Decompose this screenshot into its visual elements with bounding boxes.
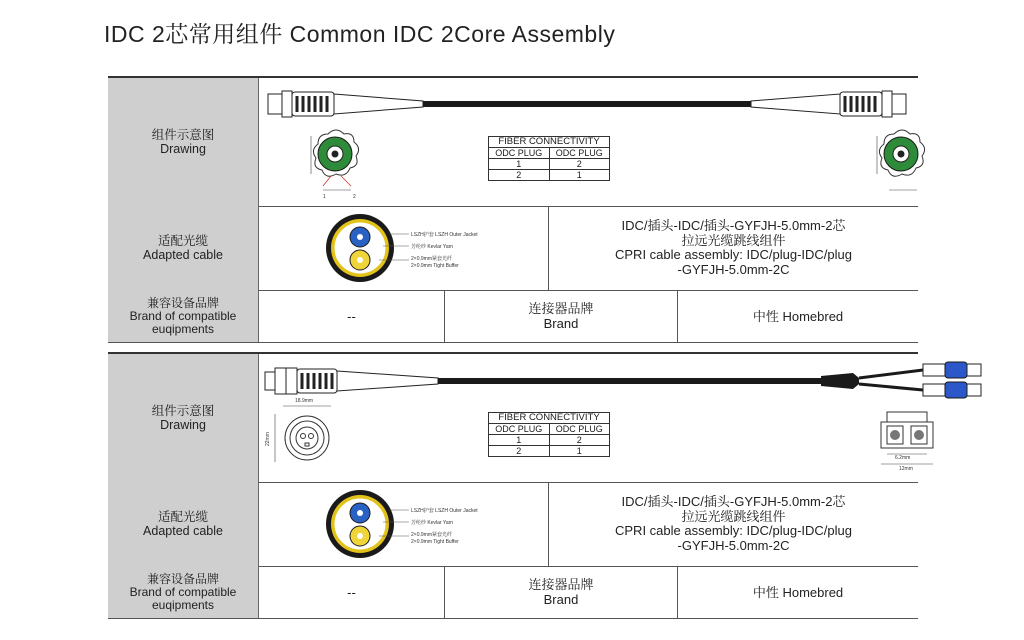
cable-label-cn: 适配光缆	[157, 234, 208, 248]
drawing-row	[108, 354, 918, 483]
fc-cell: 1	[489, 435, 550, 446]
cable-desc-line: -GYFJH-5.0mm-2C	[677, 261, 790, 277]
callout-buffer-en: 2×0.9mm Tight Buffer	[411, 263, 459, 269]
dim-width-label: 18.9mm	[295, 398, 314, 404]
callout-buffer-en: 2×0.9mm Tight Buffer	[411, 539, 459, 545]
idc-plug-icon	[265, 368, 438, 394]
brand-label	[108, 290, 259, 342]
fc-cell: 2	[489, 170, 550, 181]
dim-height-label: 22mm	[265, 432, 271, 446]
cable-row	[108, 206, 918, 291]
fc-cell: 2	[549, 435, 610, 446]
drawing-label	[108, 354, 259, 482]
cable-desc-line: CPRI cable assembly: IDC/plug-IDC/plug	[615, 247, 852, 262]
brand-label	[108, 566, 259, 618]
drawing-label-cn: 组件示意图	[151, 128, 215, 142]
cable-desc-line: 拉远光缆跳线组件	[681, 232, 786, 248]
cable-line	[423, 101, 751, 107]
cable-label	[108, 482, 259, 566]
fc-cell: 1	[489, 159, 550, 170]
end-face-left-icon	[311, 130, 359, 200]
fiber-connectivity-table	[488, 412, 610, 457]
fc-cell: 1	[549, 446, 610, 457]
drawing-label-en: Drawing	[160, 418, 206, 432]
drawing-label-cn: 组件示意图	[151, 404, 215, 418]
brand-value: --	[347, 584, 356, 600]
fiber-connectivity-table	[488, 136, 610, 181]
cable-description	[549, 482, 918, 566]
fc-header: ODC PLUG	[549, 424, 610, 435]
lc-duplex-connector-icon	[923, 362, 981, 398]
dim-lc-label-1: 6.2mm	[895, 455, 911, 461]
callout-buffer-cn: 2×0.9mm紧套光纤	[411, 532, 452, 538]
dim-label-1: 1	[323, 194, 326, 200]
brand-value: --	[347, 308, 356, 324]
drawing-label-en: Drawing	[160, 142, 206, 156]
brand-label-en2: euqipments	[151, 321, 215, 336]
cable-desc-line: 拉远光缆跳线组件	[681, 508, 786, 524]
drawing-row	[108, 78, 918, 207]
fc-cell: 2	[489, 446, 550, 457]
cable-cross-section-icon	[323, 486, 543, 562]
callout-kevlar: 芳纶纱 Kevlar Yarn	[411, 244, 454, 250]
connector-brand-cn: 连接器品牌	[528, 577, 594, 592]
callout-buffer-cn: 2×0.9mm紧套光纤	[411, 256, 452, 262]
fc-header: ODC PLUG	[489, 424, 550, 435]
dim-label-2: 2	[353, 194, 356, 200]
cable-label-cn: 适配光缆	[157, 510, 208, 524]
cable-desc-line: IDC/插头-IDC/插头-GYFJH-5.0mm-2芯	[621, 218, 846, 233]
cable-desc-line: -GYFJH-5.0mm-2C	[677, 537, 790, 553]
cable-desc-line: CPRI cable assembly: IDC/plug-IDC/plug	[615, 523, 852, 538]
cable-label	[108, 206, 259, 290]
idc-plug-left-icon	[268, 91, 423, 117]
assembly-table-1	[108, 76, 918, 342]
idc-plug-right-icon	[751, 91, 906, 117]
connector-brand-en: Brand	[543, 316, 579, 331]
cable-desc-line: IDC/插头-IDC/插头-GYFJH-5.0mm-2芯	[621, 494, 846, 509]
cable-row	[108, 482, 918, 567]
assembly-table-2	[108, 352, 918, 618]
callout-jacket: LSZH护套 LSZH Outer Jacket	[411, 508, 478, 514]
dim-lc-label-2: 12mm	[899, 466, 913, 472]
callout-kevlar: 芳纶纱 Kevlar Yarn	[411, 520, 454, 526]
connector-brand-label	[445, 566, 677, 618]
end-face-right-icon	[877, 130, 925, 190]
cable-description	[549, 206, 918, 290]
drawing-label	[108, 78, 259, 206]
brand-label-en1: Brand of compatible	[129, 308, 237, 323]
callout-jacket: LSZH护套 LSZH Outer Jacket	[411, 232, 478, 238]
fc-header: ODC PLUG	[549, 148, 610, 159]
brand-label-en1: Brand of compatible	[129, 584, 237, 599]
brand-row	[108, 566, 918, 619]
brand-label-cn: 兼容设备品牌	[146, 571, 219, 586]
fc-cell: 2	[549, 159, 610, 170]
connector-brand-value: 中性 Homebred	[752, 584, 844, 600]
connector-brand-value: 中性 Homebred	[752, 308, 844, 324]
connector-brand-en: Brand	[543, 592, 579, 607]
fc-title: FIBER CONNECTIVITY	[489, 413, 610, 424]
lc-adapter-drawing-icon	[881, 412, 933, 472]
connector-brand-label	[445, 290, 677, 342]
brand-row	[108, 290, 918, 343]
fc-cell: 1	[549, 170, 610, 181]
connector-brand-cn: 连接器品牌	[528, 301, 594, 316]
cable-cross-section-icon	[323, 210, 543, 286]
brand-label-en2: euqipments	[151, 597, 215, 612]
cable-line	[438, 378, 823, 384]
brand-label-cn: 兼容设备品牌	[146, 295, 219, 310]
breakout-boot-icon	[821, 373, 859, 389]
fc-header: ODC PLUG	[489, 148, 550, 159]
page-title: IDC 2芯常用组件 Common IDC 2Core Assembly	[104, 21, 616, 47]
cable-label-en: Adapted cable	[143, 248, 223, 262]
fc-title: FIBER CONNECTIVITY	[489, 137, 610, 148]
cable-label-en: Adapted cable	[143, 524, 223, 538]
idc-front-face-icon	[265, 398, 331, 462]
